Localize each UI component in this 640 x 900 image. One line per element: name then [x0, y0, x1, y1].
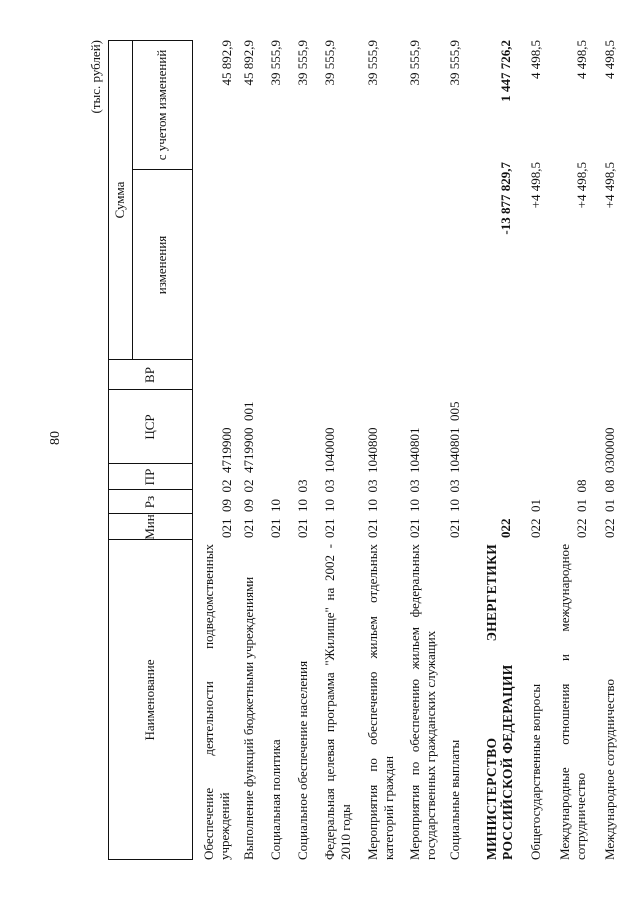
row-total: 1 447 726,2	[498, 40, 513, 102]
row-codes: 021 09 02 4719900 001	[241, 401, 256, 538]
header-vr: ВР	[142, 367, 158, 383]
row-name: Мероприятия по обеспечению жильем федеральных государственных гражданских служащих	[407, 544, 438, 860]
row-name: Обеспечение деятельности подведомственных учреждений	[201, 544, 232, 860]
page-number: 80	[48, 431, 63, 445]
table-body	[88, 40, 640, 860]
row-name: Мероприятия по обеспечению жильем отдельных категорий граждан	[365, 544, 396, 860]
row-total: 4 498,5	[574, 40, 589, 79]
row-total: 39 555,9	[322, 40, 337, 86]
row-total: 45 892,9	[219, 40, 234, 86]
row-total: 45 892,9	[241, 40, 256, 86]
row-total: 4 498,5	[528, 40, 543, 79]
budget-table-sheet	[88, 40, 640, 860]
row-name: Выполнение функций бюджетными учреждениями	[241, 576, 256, 860]
units-label: (тыс. рублей)	[88, 40, 103, 114]
row-total: 39 555,9	[365, 40, 380, 86]
row-codes: 021 10 03	[295, 479, 310, 538]
row-name: МИНИСТЕРСТВО ЭНЕРГЕТИКИ РОССИЙСКОЙ ФЕДЕРАЦИИ	[484, 544, 516, 860]
row-total: 39 555,9	[447, 40, 462, 86]
row-codes: 022	[498, 518, 513, 538]
row-total: 4 498,5	[602, 40, 617, 79]
row-name: Общегосударственные вопросы	[528, 683, 543, 860]
header-name: Наименование	[142, 659, 158, 741]
row-codes: 022 01	[528, 499, 543, 538]
header-min: Мин	[142, 514, 158, 540]
row-name: Социальные выплаты	[447, 739, 462, 860]
row-total: 39 555,9	[295, 40, 310, 86]
row-name: Международное сотрудничество	[602, 679, 617, 860]
row-codes: 022 01 08	[574, 479, 589, 538]
row-codes: 021 10 03 1040800	[365, 427, 380, 538]
header-change: изменения	[154, 235, 170, 295]
header-pr: ПР	[142, 468, 158, 486]
header-sum: Сумма	[111, 181, 127, 219]
row-codes: 021 10 03 1040801 005	[447, 401, 462, 538]
row-codes: 021 10 03 1040000	[322, 427, 337, 538]
row-codes: 021 10 03 1040801	[407, 427, 422, 538]
row-change: +4 498,5	[602, 162, 617, 209]
row-codes: 021 10	[268, 499, 283, 538]
row-name: Международные отношения и международное сотрудничество	[557, 544, 588, 860]
row-change: +4 498,5	[528, 162, 543, 209]
row-change: -13 877 829,7	[498, 162, 513, 235]
header-total: с учетом изменений	[154, 49, 170, 161]
row-total: 39 555,9	[407, 40, 422, 86]
header-rz: Рз	[142, 495, 158, 509]
row-name: Социальная политика	[268, 739, 283, 860]
row-name: Федеральная целевая программа "Жилище" на 2002 - 2010 годы	[322, 544, 353, 860]
row-codes: 021 09 02 4719900	[219, 427, 234, 538]
row-change: +4 498,5	[574, 162, 589, 209]
row-codes: 022 01 08 0300000	[602, 427, 617, 538]
header-csr: ЦСР	[142, 414, 158, 440]
row-total: 39 555,9	[268, 40, 283, 86]
row-name: Социальное обеспечение населения	[295, 660, 310, 860]
